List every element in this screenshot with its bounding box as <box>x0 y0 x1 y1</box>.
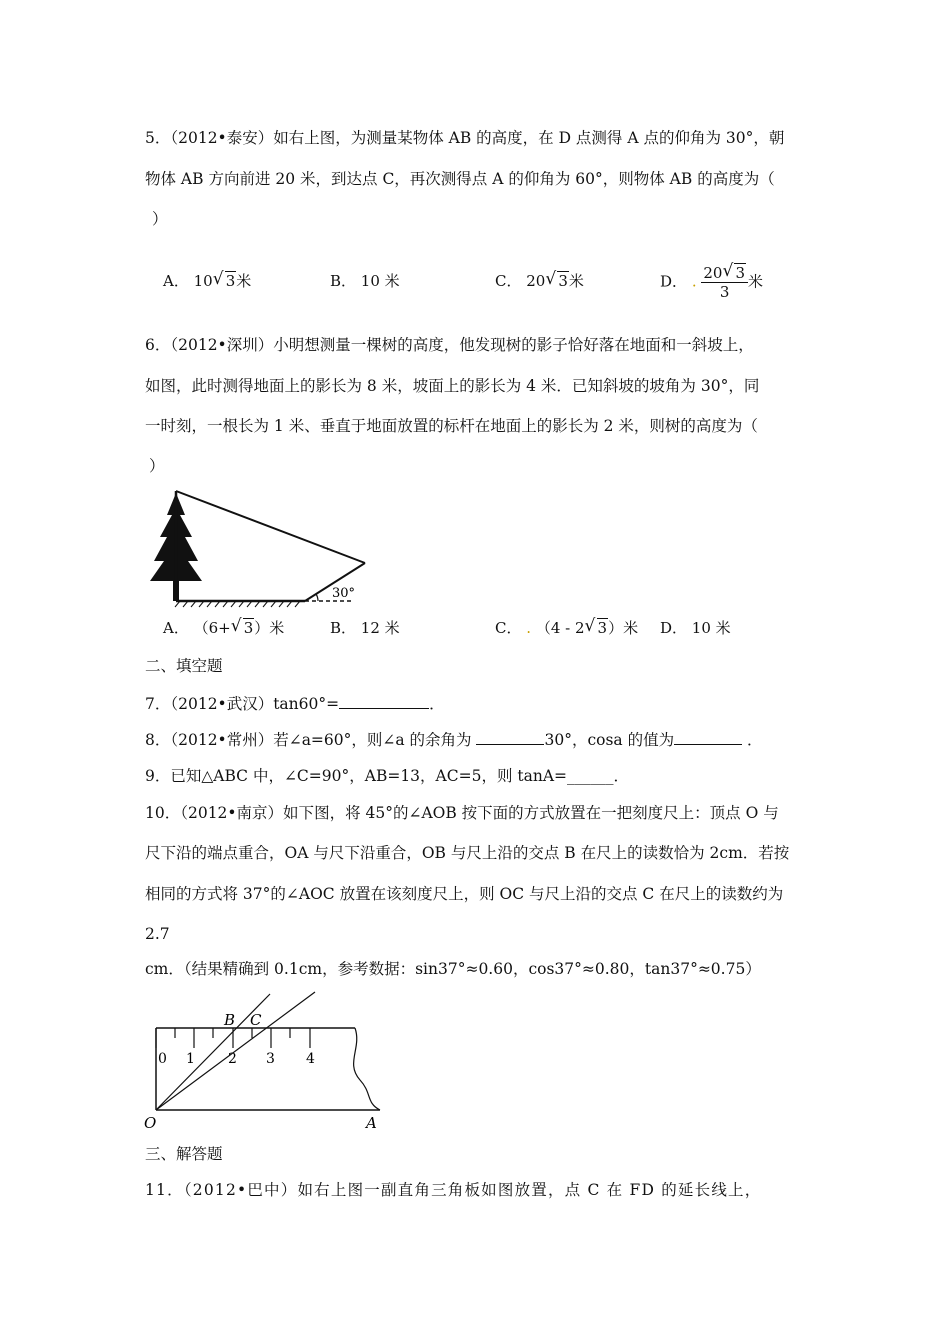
q10-line-2: 尺下沿的端点重合，OA 与尺下沿重合，OB 与尺上沿的交点 B 在尺上的读数恰为 2cm．若按 <box>145 844 790 862</box>
q9-line: 9．已知△ABC 中，∠C=90°，AB=13，AC=5，则 tanA=______． <box>145 767 630 785</box>
ruler-tick-1: 1 <box>186 1051 195 1067</box>
q7-line: 7．（2012•武汉）tan60°= ． <box>145 695 445 713</box>
slope-angle-label: 30° <box>332 586 356 601</box>
ruler-tick-3: 3 <box>266 1051 275 1067</box>
section-fill-in-heading: 二、填空题 <box>145 657 223 675</box>
point-B-label: B <box>224 1011 236 1029</box>
point-A-label: A <box>366 1114 377 1130</box>
ruler-angle-figure <box>140 988 390 1130</box>
q5-line-3: ） <box>152 210 168 228</box>
q6-option-c: C． . （4 - 2 √ 3）米 <box>495 616 639 637</box>
q6-line-4: ） <box>149 457 165 475</box>
ruler-tick-2: 2 <box>228 1051 237 1067</box>
q6-option-b: B． 12 米 <box>330 619 400 637</box>
q5-option-c: C． 20 √ 3米 <box>495 269 584 290</box>
q5-line-2: 物体 AB 方向前进 20 米，到达点 C，再次测得点 A 的仰角为 60°，则物体 AB 的高度为（ <box>145 170 775 188</box>
q10-line-5: cm．（结果精确到 0.1cm，参考数据：sin37°≈0.60，cos37°≈0.80，tan37°≈0.75） <box>145 960 761 978</box>
fraction: 20 √ 3 3 <box>701 264 748 301</box>
ruler-tick-4: 4 <box>306 1051 315 1067</box>
answer-blank <box>339 694 429 709</box>
q5-option-a: A． 10 √ 3米 <box>163 269 252 290</box>
q6-option-a: A． （6+ √ 3）米 <box>163 616 285 637</box>
q10-line-1: 10．（2012•南京）如下图，将 45°的∠AOB 按下面的方式放置在一把刻度尺上：顶点 O 与 <box>145 804 779 822</box>
sqrt-symbol: √ 3 <box>212 269 236 290</box>
q6-line-1: 6．（2012•深圳）小明想测量一棵树的高度，他发现树的影子恰好落在地面和一斜坡上， <box>145 336 754 354</box>
q5-option-d: D． . 20 √ 3 3 米 <box>660 261 764 301</box>
q6-line-2: 如图，此时测得地面上的影长为 8 米，坡面上的影长为 4 米．已知斜坡的坡角为 30°，同 <box>145 377 760 395</box>
answer-blank <box>674 730 742 745</box>
q5-option-b: B． 10 米 <box>330 272 400 290</box>
tree-slope-figure <box>140 485 370 610</box>
q11-line-1: 11．（2012•巴中）如右上图一副直角三角板如图放置，点 C 在 FD 的延长线上， <box>145 1181 762 1199</box>
q10-answer: 2.7 <box>145 925 170 943</box>
answer-blank <box>476 730 544 745</box>
section-answer-heading: 三、解答题 <box>145 1145 223 1163</box>
ruler-tick-0: 0 <box>158 1051 167 1067</box>
point-C-label: C <box>250 1011 262 1029</box>
sqrt-symbol: √ 3 <box>545 269 568 290</box>
q6-line-3: 一时刻，一根长为 1 米、垂直于地面放置的标杆在地面上的影长为 2 米，则树的高度为（ <box>145 417 758 435</box>
point-O-label: O <box>144 1114 157 1130</box>
q5-line-1: 5．（2012•泰安）如右上图，为测量某物体 AB 的高度，在 D 点测得 A 点的仰角为 30°，朝 <box>145 129 785 147</box>
q6-option-d: D． 10 米 <box>660 619 731 637</box>
q10-line-3: 相同的方式将 37°的∠AOC 放置在该刻度尺上，则 OC 与尺上沿的交点 C 在尺上的读数约为 <box>145 885 784 903</box>
q8-line: 8．（2012•常州）若∠a=60°，则∠a 的余角为 30°，cosa 的值为 ． <box>145 731 763 749</box>
